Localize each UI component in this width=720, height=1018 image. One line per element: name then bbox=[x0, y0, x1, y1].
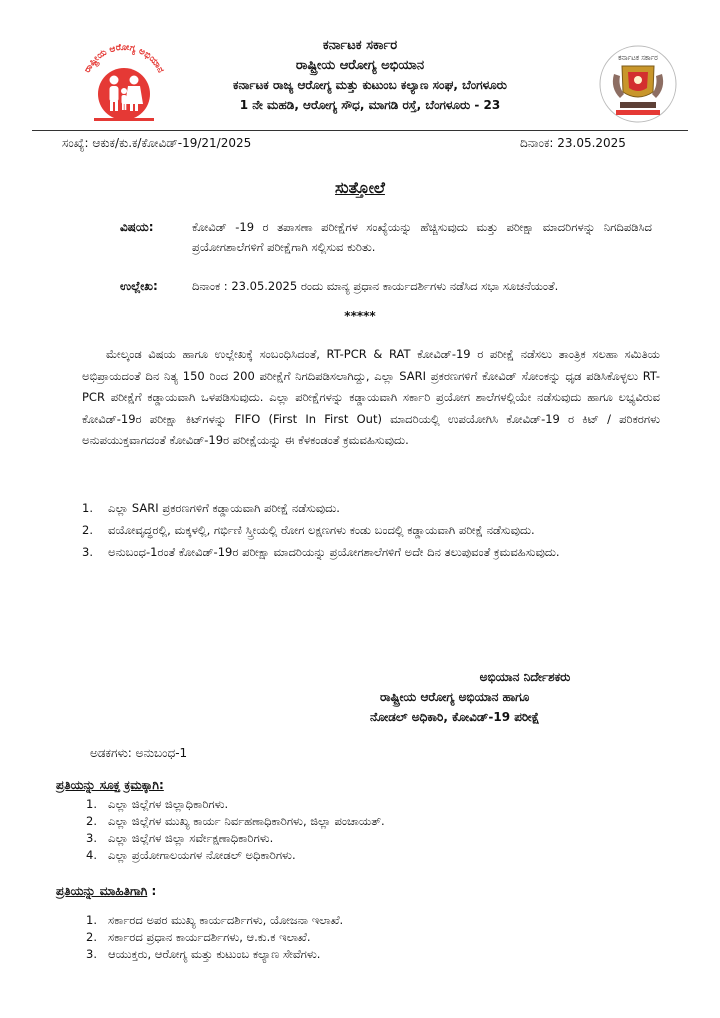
header-nhm: ರಾಷ್ಟ್ರೀಯ ಆರೋಗ್ಯ ಅಭಿಯಾನ bbox=[295, 58, 425, 73]
header-society: ಕರ್ನಾಟಕ ರಾಜ್ಯ ಆರೋಗ್ಯ ಮತ್ತು ಕುಟುಂಬ ಕಲ್ಯಾಣ ಸಂಘ, ಬೆಂಗಳೂರು bbox=[233, 78, 507, 92]
emblem-text: ಕರ್ನಾಟಕ ಸರ್ಕಾರ bbox=[618, 54, 658, 62]
instruction-list bbox=[82, 498, 660, 562]
nhm-logo-text: ರಾಷ್ಟ್ರೀಯ ಆರೋಗ್ಯ ಅಭಿಯಾನ bbox=[82, 42, 166, 75]
list-item: 1. ಸರ್ಕಾರದ ಅಪರ ಮುಖ್ಯ ಕಾರ್ಯದರ್ಶಿಗಳು, ಯೋಜನಾ ಇಲಾಖೆ. bbox=[86, 913, 344, 927]
header-divider bbox=[32, 130, 688, 131]
document-title: ಸುತ್ತೋಲೆ bbox=[335, 178, 385, 197]
signatory-title: ಅಭಿಯಾನ ನಿರ್ದೇಶಕರು bbox=[479, 670, 571, 684]
reference-label: ಉಲ್ಲೇಖ: bbox=[120, 279, 158, 293]
header-address: 1 ನೇ ಮಹಡಿ, ಆರೋಗ್ಯ ಸೌಧ, ಮಾಗಡಿ ರಸ್ತೆ, ಬೆಂಗಳೂರು - 23 bbox=[239, 98, 501, 112]
subject-text: ಕೋವಿಡ್ -19 ರ ತಪಾಸಣಾ ಪರೀಕ್ಷೆಗಳ ಸಂಖ್ಯೆಯನ್ನು ಹೆಚ್ಚಿಸುವುದು ಮತ್ತು ಪರೀಕ್ಷಾ ಮಾದರಿಗಳನ್ನು ನಿಗದಿಪಡಿಸಿದ ಪ್ರಯೋಗಶಾಲೆಗಳಿಗೆ ಪರೀಕ್ಷೆಗಾಗಿ ಸಲ್ಲಿಸುವ ಕುರಿತು. bbox=[192, 220, 652, 254]
instruction-item: 1. ಎಲ್ಲಾ SARI ಪ್ರಕರಣಗಳಿಗೆ ಕಡ್ಡಾಯವಾಗಿ ಪರೀಕ್ಷೆ ನಡೆಸುವುದು. bbox=[82, 501, 340, 515]
instruction-item: 3. ಅನುಬಂಧ-1ರಂತೆ ಕೋವಿಡ್-19ರ ಪರೀಕ್ಷಾ ಮಾದರಿಯನ್ನು ಪ್ರಯೋಗಶಾಲೆಗಳಿಗೆ ಅದೇ ದಿನ ತಲುಪುವಂತೆ ಕ್ರಮವಹಿಸುವುದು. bbox=[82, 545, 560, 559]
separator-stars: ***** bbox=[344, 309, 376, 323]
copy-action-list bbox=[86, 796, 385, 864]
instruction-item: 2. ವಯೋವೃದ್ಧರಲ್ಲಿ, ಮಕ್ಕಳಲ್ಲಿ, ಗರ್ಭಿಣಿ ಸ್ತ್ರೀಯಲ್ಲಿ ರೋಗ ಲಕ್ಷಣಗಳು ಕಂಡು ಬಂದಲ್ಲಿ ಕಡ್ಡಾಯವಾಗಿ ಪರೀಕ್ಷೆ ನಡೆಸುವುದು. bbox=[82, 523, 535, 537]
enclosures: ಅಡಕಗಳು: ಅನುಬಂಧ-1 bbox=[90, 746, 188, 760]
header-govt: ಕರ್ನಾಟಕ ಸರ್ಕಾರ bbox=[322, 38, 398, 53]
copy-info-list bbox=[86, 912, 343, 963]
body-paragraph: ಮೇಲ್ಕಂಡ ವಿಷಯ ಹಾಗೂ ಉಲ್ಲೇಖಕ್ಕೆ ಸಂಬಂಧಿಸಿದಂತೆ, RT-PCR & RAT ಕೋವಿಡ್-19 ರ ಪರೀಕ್ಷೆ ನಡೆಸಲು ತಾಂತ್ರಿಕ ಸಲಹಾ ಸಮಿತಿಯ ಅಭಿಪ್ರಾಯದಂತೆ ದಿನ ನಿತ್ಯ 150 ರಿಂದ 200 ಪರೀಕ್ಷೆಗೆ ನಿಗದಿಪಡಿಸಲಾಗಿದ್ದು, ಎಲ್ಲಾ SARI ಪ್ರಕರಣಗಳಿಗೆ ಕೋವಿಡ್ ಸೋಂಕನ್ನು ಧೃಡ ಪಡಿಸಿಕೊಳ್ಳಲು RT-PCR ಪರೀಕ್ಷೆಗೆ ಕಡ್ಡಾಯವಾಗಿ ಒಳಪಡಿಸುವುದು. ಎಲ್ಲಾ ಪರೀಕ್ಷೆಗಳನ್ನು ಕಡ್ಡಾಯವಾಗಿ ಸರ್ಕಾರಿ ಪ್ರಯೋಗ ಶಾಲೆಗಳಲ್ಲಿಯೇ ನಡೆಸುವುದು ಹಾಗೂ ಲಭ್ಯವಿರುವ ಕೋವಿಡ್-19ರ ಪರೀಕ್ಷಾ ಕಿಟ್‌ಗಳನ್ನು FIFO (First In First Out) ಮಾದರಿಯಲ್ಲಿ ಉಪಯೋಗಿಸಿ ಕೋವಿಡ್-19 ರ ಕಿಟ್ / ಪರಿಕರಗಳು ಅನುಪಯುಕ್ತವಾಗದಂತೆ ಕೋವಿಡ್-19ರ ಪರೀಕ್ಷೆಯನ್ನು ಈ ಕೆಳಕಂಡಂತೆ ಕ್ರಮವಹಿಸುವುದು. bbox=[82, 347, 660, 447]
signatory-role: ನೋಡಲ್ ಅಧಿಕಾರಿ, ಕೋವಿಡ್-19 ಪರೀಕ್ಷೆ bbox=[370, 710, 540, 724]
signatory-org: ರಾಷ್ಟ್ರೀಯ ಆರೋಗ್ಯ ಅಭಿಯಾನ ಹಾಗೂ bbox=[380, 690, 530, 704]
list-item: 4. ಎಲ್ಲಾ ಪ್ರಯೋಗಾಲಯಗಳ ನೋಡಲ್ ಅಧಿಕಾರಿಗಳು. bbox=[86, 848, 296, 862]
list-item: 3. ಆಯುಕ್ತರು, ಆರೋಗ್ಯ ಮತ್ತು ಕುಟುಂಬ ಕಲ್ಯಾಣ ಸೇವೆಗಳು. bbox=[86, 947, 321, 961]
reference-number: ಸಂಖ್ಯೆ: ಆಕುಕ/ಕು.ಕ/ಕೋವಿಡ್-19/21/2025 bbox=[62, 136, 252, 150]
list-item: 3. ಎಲ್ಲಾ ಜಿಲ್ಲೆಗಳ ಜಿಲ್ಲಾ ಸರ್ವೇಕ್ಷಣಾಧಿಕಾರಿಗಳು. bbox=[86, 831, 274, 845]
list-item: 1. ಎಲ್ಲಾ ಜಿಲ್ಲೆಗಳ ಜಿಲ್ಲಾಧಿಕಾರಿಗಳು. bbox=[86, 797, 229, 811]
copy-action-heading: ಪ್ರತಿಯನ್ನು ಸೂಕ್ತ ಕ್ರಮಕ್ಕಾಗಿ: bbox=[56, 778, 164, 792]
subject-label: ವಿಷಯ: bbox=[120, 220, 154, 234]
list-item: 2. ಎಲ್ಲಾ ಜಿಲ್ಲೆಗಳ ಮುಖ್ಯ ಕಾರ್ಯ ನಿರ್ವಹಣಾಧಿಕಾರಿಗಳು, ಜಿಲ್ಲಾ ಪಂಚಾಯತ್. bbox=[86, 814, 385, 828]
reference-text: ದಿನಾಂಕ : 23.05.2025 ರಂದು ಮಾನ್ಯ ಪ್ರಧಾನ ಕಾರ್ಯದರ್ಶಿಗಳು ನಡೆಸಿದ ಸಭಾ ಸೂಚನೆಯಂತೆ. bbox=[192, 279, 559, 293]
document-date: ದಿನಾಂಕ: 23.05.2025 bbox=[520, 136, 626, 150]
copy-info-heading: ಪ್ರತಿಯನ್ನು ಮಾಹಿತಿಗಾಗಿ : bbox=[56, 884, 157, 898]
list-item: 2. ಸರ್ಕಾರದ ಪ್ರಧಾನ ಕಾರ್ಯದರ್ಶಿಗಳು, ಆ.ಕು.ಕ ಇಲಾಖೆ. bbox=[86, 930, 311, 944]
